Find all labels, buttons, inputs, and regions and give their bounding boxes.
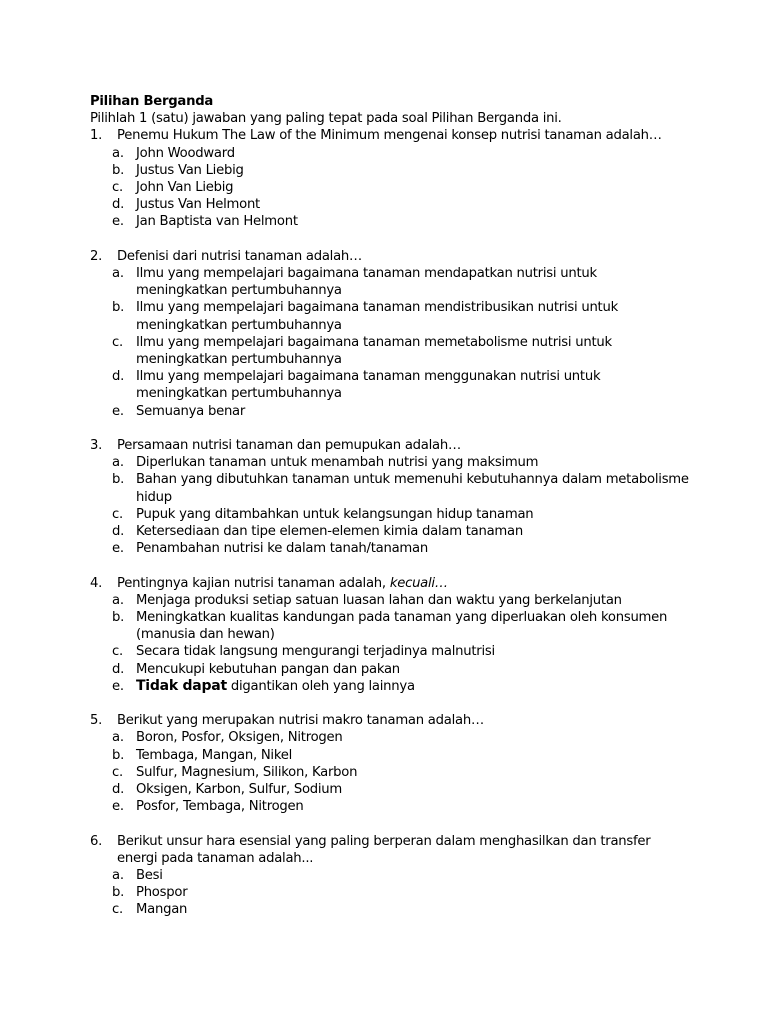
option-text: Semuanya benar: [136, 403, 246, 419]
option-text: Ilmu yang mempelajari bagaimana tanaman memetabolisme nutrisi untuk meningkatkan pertumbuhannya: [136, 334, 612, 368]
question-6: [90, 833, 690, 919]
option-a: [90, 867, 690, 884]
option-e: [90, 678, 690, 695]
option-text: Boron, Posfor, Oksigen, Nitrogen: [136, 730, 343, 746]
option-c: [90, 764, 690, 781]
question-1: [90, 127, 690, 230]
option-b: [90, 747, 690, 764]
option-e: [90, 213, 690, 230]
option-letter: b.: [112, 610, 125, 626]
question-stem: [90, 127, 690, 144]
question-3: [90, 437, 690, 557]
option-letter: c.: [112, 180, 123, 196]
option-e: [90, 540, 690, 557]
option-letter: a.: [112, 455, 124, 471]
option-letter: d.: [112, 369, 125, 385]
option-text: Mangan: [136, 902, 188, 918]
option-letter: d.: [112, 197, 125, 213]
option-letter: e.: [112, 214, 124, 230]
question-text: Persamaan nutrisi tanaman dan pemupukan adalah…: [117, 438, 461, 454]
option-text: Mencukupi kebutuhan pangan dan pakan: [136, 661, 400, 677]
question-number: 1.: [90, 128, 103, 144]
option-text: John Woodward: [136, 145, 235, 161]
option-text: Ilmu yang mempelajari bagaimana tanaman mendistribusikan nutrisi untuk meningkatkan pertumbuhannya: [136, 300, 618, 333]
option-text: Sulfur, Magnesium, Silikon, Karbon: [136, 764, 358, 780]
option-a: [90, 454, 690, 471]
option-letter: e.: [112, 403, 124, 419]
question-stem: [90, 248, 690, 265]
question-text: Berikut unsur hara esensial yang paling berperan dalam menghasilkan dan transfer energi pada tanaman adalah...: [117, 833, 651, 866]
option-text: Justus Van Helmont: [136, 197, 260, 213]
option-letter: d.: [112, 782, 125, 798]
option-list: [90, 265, 690, 420]
option-c: [90, 643, 690, 660]
question-stem: [90, 833, 690, 867]
option-bold-text: Tidak dapat: [136, 677, 227, 694]
option-text: Secara tidak langsung mengurangi terjadinya malnutrisi: [136, 644, 495, 660]
option-text: Penambahan nutrisi ke dalam tanah/tanaman: [136, 541, 428, 557]
instruction-text: Pilihlah 1 (satu) jawaban yang paling tepat pada soal Pilihan Berganda ini.: [90, 111, 562, 127]
option-text: Tembaga, Mangan, Nikel: [136, 747, 293, 763]
question-text: Defenisi dari nutrisi tanaman adalah…: [117, 248, 362, 264]
option-a: [90, 145, 690, 162]
option-text: Posfor, Tembaga, Nitrogen: [136, 799, 304, 815]
option-text: Diperlukan tanaman untuk menambah nutrisi yang maksimum: [136, 455, 539, 471]
option-letter: b.: [112, 885, 125, 901]
question-text: Berikut yang merupakan nutrisi makro tanaman adalah…: [117, 713, 484, 729]
option-text: Ilmu yang mempelajari bagaimana tanaman menggunakan nutrisi untuk meningkatkan pertumbuhannya: [136, 369, 601, 402]
option-b: [90, 609, 690, 643]
option-b: [90, 299, 690, 333]
question-4: [90, 575, 690, 695]
question-2: [90, 248, 690, 420]
option-list: [90, 592, 690, 695]
option-letter: d.: [112, 524, 125, 540]
option-letter: e.: [112, 678, 124, 694]
option-letter: a.: [112, 592, 124, 608]
option-text: Phospor: [136, 885, 188, 901]
option-a: [90, 729, 690, 746]
question-number: 2.: [90, 248, 103, 264]
option-d: [90, 661, 690, 678]
question-number: 5.: [90, 713, 103, 729]
option-text: Justus Van Liebig: [136, 162, 244, 178]
question-number: 3.: [90, 438, 103, 454]
option-text-wrapper: [136, 678, 690, 695]
option-list: [90, 145, 690, 231]
question-stem: [90, 437, 690, 454]
option-letter: c.: [112, 334, 123, 350]
option-c: [90, 179, 690, 196]
option-text: Ketersediaan dan tipe elemen-elemen kimia dalam tanaman: [136, 524, 523, 540]
option-list: [90, 454, 690, 557]
question-number: 6.: [90, 833, 103, 849]
question-stem: [90, 712, 690, 729]
option-letter: c.: [112, 764, 123, 780]
option-letter: c.: [112, 644, 123, 660]
option-text: Besi: [136, 868, 163, 884]
option-text: Oksigen, Karbon, Sulfur, Sodium: [136, 782, 343, 798]
option-letter: a.: [112, 868, 124, 884]
option-text: John Van Liebig: [136, 180, 234, 196]
option-letter: d.: [112, 661, 125, 677]
option-text: Meningkatkan kualitas kandungan pada tanaman yang diperluakan oleh konsumen (manusia dan hewan): [136, 610, 668, 643]
option-d: [90, 781, 690, 798]
option-c: [90, 901, 690, 918]
option-letter: b.: [112, 162, 125, 178]
option-text: Pupuk yang ditambahkan untuk kelangsungan hidup tanaman: [136, 506, 534, 522]
option-list: [90, 729, 690, 815]
option-letter: a.: [112, 145, 124, 161]
document-page: [90, 93, 690, 936]
option-b: [90, 884, 690, 901]
option-d: [90, 196, 690, 213]
option-text: Menjaga produksi setiap satuan luasan lahan dan waktu yang berkelanjutan: [136, 592, 622, 608]
question-number: 4.: [90, 575, 103, 591]
section-heading: Pilihan Berganda: [90, 94, 214, 109]
question-text: Pentingnya kajian nutrisi tanaman adalah,: [117, 575, 386, 591]
option-c: [90, 506, 690, 523]
option-letter: c.: [112, 506, 123, 522]
option-d: [90, 523, 690, 540]
option-text: digantikan oleh yang lainnya: [230, 678, 415, 694]
option-a: [90, 592, 690, 609]
option-text: Bahan yang dibutuhkan tanaman untuk memenuhi kebutuhannya dalam metabolisme hidup: [136, 472, 689, 505]
option-letter: b.: [112, 747, 125, 763]
option-letter: e.: [112, 799, 124, 815]
question-5: [90, 712, 690, 815]
option-letter: e.: [112, 541, 124, 557]
option-c: [90, 334, 690, 368]
question-stem: [90, 575, 690, 592]
option-text: Jan Baptista van Helmont: [136, 214, 298, 230]
option-b: [90, 471, 690, 505]
question-emphasis: kecuali…: [389, 575, 448, 591]
option-letter: b.: [112, 300, 125, 316]
option-list: [90, 867, 690, 919]
option-e: [90, 403, 690, 420]
option-letter: b.: [112, 472, 125, 488]
option-letter: a.: [112, 730, 124, 746]
option-letter: c.: [112, 902, 123, 918]
option-b: [90, 162, 690, 179]
option-e: [90, 798, 690, 815]
option-letter: a.: [112, 266, 124, 282]
option-text: Ilmu yang mempelajari bagaimana tanaman mendapatkan nutrisi untuk meningkatkan pertumbuhannya: [136, 266, 597, 299]
option-d: [90, 368, 690, 402]
option-a: [90, 265, 690, 299]
question-text-wrapper: [117, 575, 690, 592]
question-text: Penemu Hukum The Law of the Minimum mengenai konsep nutrisi tanaman adalah…: [117, 128, 662, 144]
